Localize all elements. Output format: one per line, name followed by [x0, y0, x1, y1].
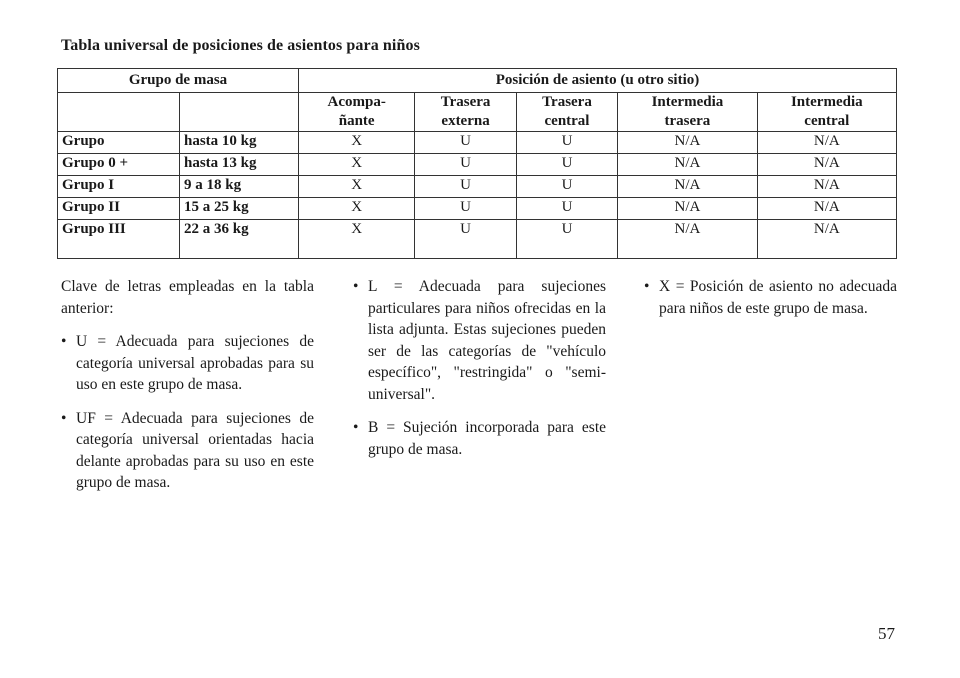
- legend-item: [644, 276, 897, 319]
- legend-column-1: [61, 276, 314, 506]
- header-line: central: [544, 113, 590, 129]
- table-subheader-row: [58, 93, 897, 132]
- value-cell: N/A: [757, 154, 896, 176]
- seat-position-table: [57, 68, 897, 259]
- table-row: [58, 132, 897, 154]
- value-cell: N/A: [618, 176, 757, 198]
- table-row: [58, 220, 897, 259]
- header-intermedia-central: [757, 93, 896, 132]
- page-title: Tabla universal de posiciones de asientos para niños: [61, 37, 420, 54]
- empty-header-cell: [58, 93, 180, 132]
- header-line: trasera: [664, 113, 711, 129]
- group-cell: Grupo II: [58, 198, 180, 220]
- legend-item-text: X = Posición de asiento no adecuada para niños de este grupo de masa.: [659, 278, 897, 317]
- value-cell: N/A: [757, 220, 896, 259]
- group-cell: Grupo: [58, 132, 180, 154]
- header-line: Trasera: [542, 94, 592, 110]
- weight-cell: 15 a 25 kg: [180, 198, 299, 220]
- header-line: Intermedia: [790, 94, 863, 110]
- table-row: [58, 198, 897, 220]
- bullet-icon: •: [353, 419, 359, 436]
- value-cell: X: [299, 154, 415, 176]
- weight-cell: 22 a 36 kg: [180, 220, 299, 259]
- table-row: [58, 176, 897, 198]
- page-number: 57: [878, 624, 895, 643]
- value-cell: U: [415, 132, 516, 154]
- value-cell: U: [415, 176, 516, 198]
- header-line: central: [804, 113, 850, 129]
- value-cell: U: [415, 220, 516, 259]
- value-cell: N/A: [757, 198, 896, 220]
- bullet-icon: •: [644, 278, 650, 295]
- header-line: ñante: [338, 113, 375, 129]
- value-cell: N/A: [618, 154, 757, 176]
- bullet-icon: •: [61, 333, 67, 350]
- table-header-row: [58, 69, 897, 93]
- header-trasera-central: [516, 93, 617, 132]
- legend-column-3: [644, 276, 897, 331]
- header-line: Intermedia: [651, 94, 724, 110]
- legend-item: [353, 417, 606, 460]
- value-cell: X: [299, 176, 415, 198]
- bullet-icon: •: [353, 278, 359, 295]
- legend-item-text: UF = Adecuada para sujeciones de categoría universal orientadas hacia delante aprobadas para su uso en este grupo de masa.: [76, 409, 314, 491]
- value-cell: U: [415, 198, 516, 220]
- value-cell: X: [299, 198, 415, 220]
- group-cell: Grupo 0 +: [58, 154, 180, 176]
- header-line: Trasera: [440, 94, 491, 110]
- value-cell: N/A: [618, 220, 757, 259]
- table-row: [58, 154, 897, 176]
- header-trasera-externa: [415, 93, 516, 132]
- weight-cell: 9 a 18 kg: [180, 176, 299, 198]
- weight-cell: hasta 10 kg: [180, 132, 299, 154]
- header-line: externa: [441, 113, 490, 129]
- value-cell: U: [516, 154, 617, 176]
- group-cell: Grupo I: [58, 176, 180, 198]
- header-intermedia-trasera: [618, 93, 757, 132]
- bullet-icon: •: [61, 409, 67, 427]
- value-cell: U: [516, 176, 617, 198]
- value-cell: X: [299, 220, 415, 259]
- header-line: Acompa-: [327, 94, 386, 110]
- value-cell: U: [516, 198, 617, 220]
- header-acompanante: [299, 93, 415, 132]
- empty-header-cell: [180, 93, 299, 132]
- legend-item-text: B = Sujeción incorporada para este grupo de masa.: [368, 419, 606, 458]
- value-cell: N/A: [757, 132, 896, 154]
- value-cell: U: [516, 220, 617, 259]
- legend-intro: Clave de letras empleadas en la tabla anterior:: [61, 278, 314, 317]
- weight-cell: hasta 13 kg: [180, 154, 299, 176]
- value-cell: X: [299, 132, 415, 154]
- legend-item-text: L = Adecuada para sujeciones particulares para niños ofrecidas en la lista adjunta. Estas sujeciones pueden ser de las categorías de "vehículo específico", "restringida" o "semi-universal".: [368, 278, 606, 403]
- header-position: Posición de asiento (u otro sitio): [299, 69, 897, 93]
- value-cell: N/A: [618, 198, 757, 220]
- legend-column-2: [353, 276, 606, 472]
- group-cell: Grupo III: [58, 220, 180, 259]
- legend-item-text: U = Adecuada para sujeciones de categoría universal aprobadas para su uso en este grupo de masa.: [76, 333, 314, 393]
- legend-item: [353, 276, 606, 405]
- value-cell: U: [415, 154, 516, 176]
- legend-item: [61, 408, 314, 494]
- header-group: Grupo de masa: [58, 69, 299, 93]
- value-cell: U: [516, 132, 617, 154]
- legend-item: [61, 331, 314, 396]
- value-cell: N/A: [757, 176, 896, 198]
- value-cell: N/A: [618, 132, 757, 154]
